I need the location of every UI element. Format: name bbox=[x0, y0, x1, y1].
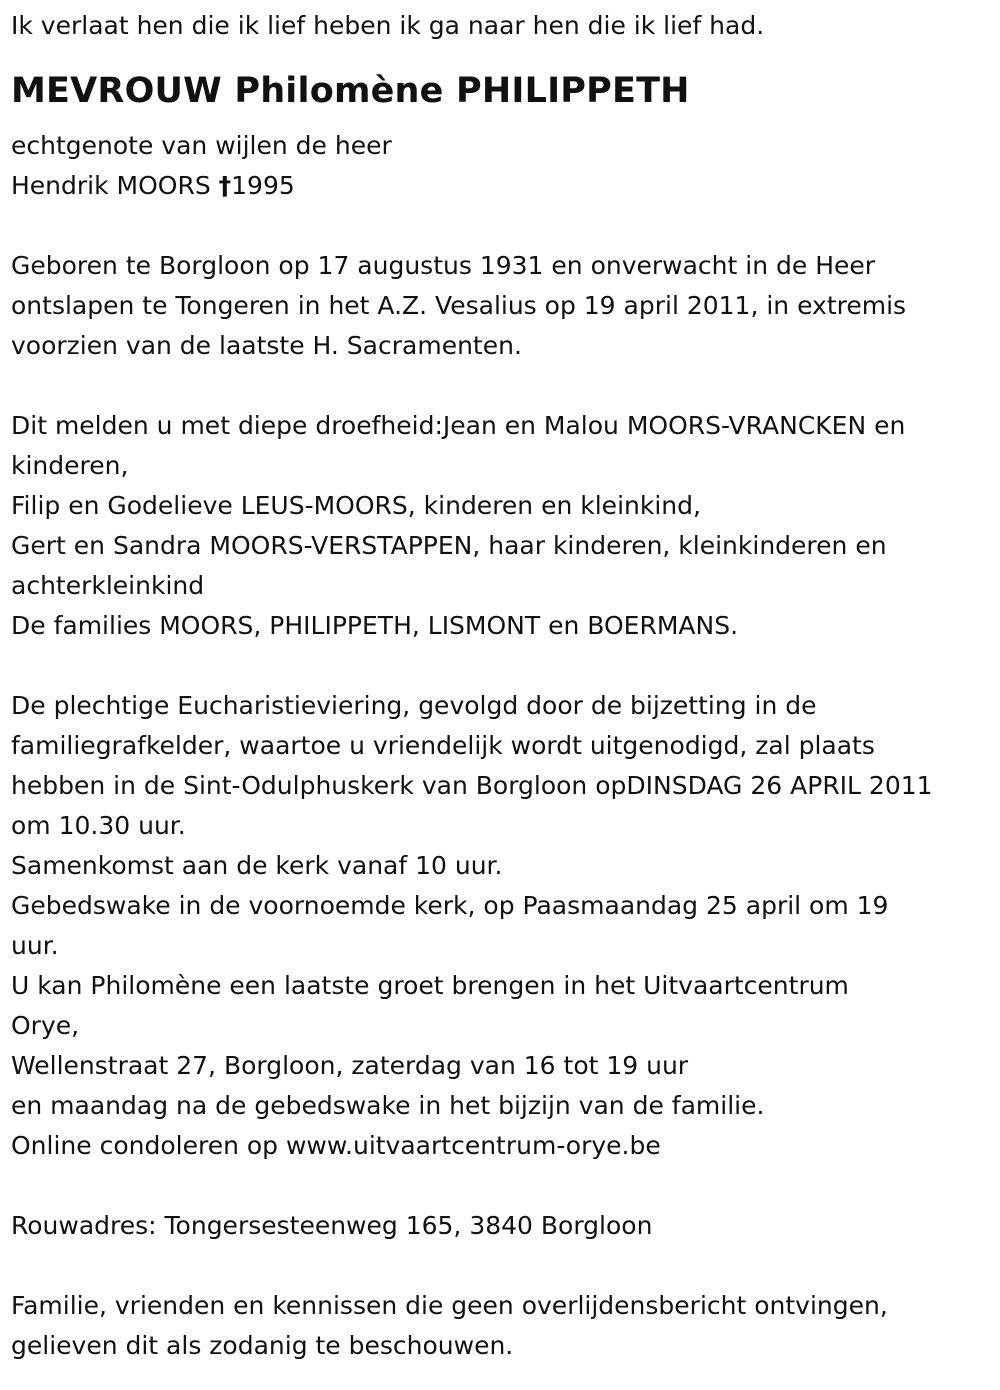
text-line: Samenkomst aan de kerk vanaf 10 uur. bbox=[11, 851, 503, 880]
spacer bbox=[11, 1166, 986, 1206]
text-line: Orye, bbox=[11, 1011, 80, 1040]
text-line: Dit melden u met diepe droefheid:Jean en Malou MOORS-VRANCKEN en bbox=[11, 411, 906, 440]
text-line: en maandag na de gebedswake in het bijzijn van de familie. bbox=[11, 1091, 765, 1120]
text-line: Gebedswake in de voornoemde kerk, op Paasmaandag 25 april om 19 bbox=[11, 891, 889, 920]
text-line: om 10.30 uur. bbox=[11, 811, 186, 840]
text-line: U kan Philomène een laatste groet brengen in het Uitvaartcentrum bbox=[11, 971, 849, 1000]
condolence-line: Online condoleren op www.uitvaartcentrum-orye.be bbox=[11, 1131, 661, 1160]
text-line: gelieven dit als zodanig te beschouwen. bbox=[11, 1331, 514, 1360]
obituary-notice bbox=[11, 6, 986, 1366]
text-line: De families MOORS, PHILIPPETH, LISMONT en BOERMANS. bbox=[11, 611, 739, 640]
text-line: De plechtige Eucharistieviering, gevolgd door de bijzetting in de bbox=[11, 691, 817, 720]
text-line: Filip en Godelieve LEUS-MOORS, kinderen en kleinkind, bbox=[11, 491, 701, 520]
spacer bbox=[11, 646, 986, 686]
ceremony-section bbox=[11, 686, 986, 1166]
text-line: uur. bbox=[11, 931, 59, 960]
text-line: ontslapen te Tongeren in het A.Z. Vesalius op 19 april 2011, in extremis bbox=[11, 291, 907, 320]
text-line: Geboren te Borgloon op 17 augustus 1931 en onverwacht in de Heer bbox=[11, 251, 876, 280]
spacer bbox=[11, 366, 986, 406]
mourning-address: Rouwadres: Tongersesteenweg 165, 3840 Borgloon bbox=[11, 1211, 653, 1240]
family-section bbox=[11, 406, 986, 646]
spouse-death-year: 1995 bbox=[231, 171, 295, 200]
spouse-name-line bbox=[11, 166, 986, 206]
spacer bbox=[11, 206, 986, 246]
cross-icon: † bbox=[218, 171, 232, 200]
birth-death-section bbox=[11, 246, 986, 366]
text-line: familiegrafkelder, waartoe u vriendelijk wordt uitgenodigd, zal plaats bbox=[11, 731, 875, 760]
text-line: Wellenstraat 27, Borgloon, zaterdag van 16 tot 19 uur bbox=[11, 1051, 689, 1080]
spacer bbox=[11, 1246, 986, 1286]
motto: Ik verlaat hen die ik lief heben ik ga naar hen die ik lief had. bbox=[11, 11, 765, 40]
spouse-section bbox=[11, 126, 986, 206]
text-line: achterkleinkind bbox=[11, 571, 205, 600]
text-line: Gert en Sandra MOORS-VERSTAPPEN, haar kinderen, kleinkinderen en bbox=[11, 531, 887, 560]
closing-section bbox=[11, 1286, 986, 1366]
text-line: Familie, vrienden en kennissen die geen overlijdensbericht ontvingen, bbox=[11, 1291, 888, 1320]
spouse-name: Hendrik MOORS bbox=[11, 171, 219, 200]
text-line: kinderen, bbox=[11, 451, 129, 480]
text-line: voorzien van de laatste H. Sacramenten. bbox=[11, 331, 522, 360]
deceased-name: MEVROUW Philomène PHILIPPETH bbox=[11, 71, 690, 111]
spouse-line: echtgenote van wijlen de heer bbox=[11, 131, 392, 160]
text-line: hebben in de Sint-Odulphuskerk van Borgloon opDINSDAG 26 APRIL 2011 bbox=[11, 771, 933, 800]
